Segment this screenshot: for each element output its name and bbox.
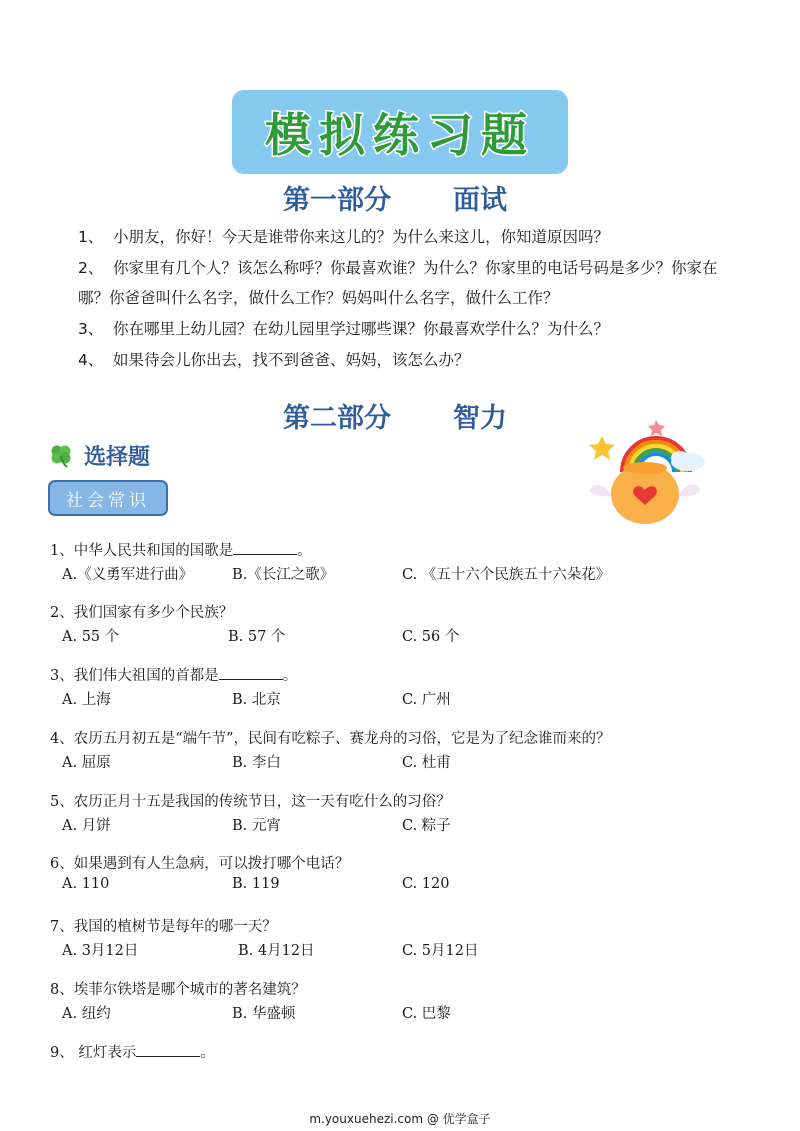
stem-text: 1、中华人民共和国的国歌是	[50, 543, 234, 559]
options	[50, 561, 611, 583]
question-number: 2、	[78, 259, 104, 277]
option-c[interactable]: C. 粽子	[402, 818, 451, 834]
stem-end: 。	[297, 543, 312, 559]
mc-question-7	[50, 917, 479, 959]
option-c[interactable]: C. 杜甫	[402, 755, 451, 771]
options	[50, 623, 460, 645]
question-stem: 4、农历五月初五是“端午节”，民间有吃粽子、赛龙舟的习俗，它是为了纪念谁而来的？	[50, 731, 611, 747]
question-text: 你在哪里上幼儿园？在幼儿园里学过哪些课？你最喜欢学什么？为什么？	[112, 320, 609, 338]
mc-question-8	[50, 980, 451, 1022]
footer-watermark: m.youxuehezi.com @ 优学盒子	[309, 1112, 491, 1126]
question-text: 如果待会儿你出去，找不到爸爸、妈妈，该怎么办？	[112, 351, 470, 369]
page-title: 模拟练习题	[265, 108, 535, 162]
rainbow-pot-illustration	[588, 418, 712, 528]
section-label	[48, 440, 150, 471]
stem-end: 。	[282, 668, 298, 684]
option-a[interactable]: A. 110	[62, 876, 110, 892]
mc-question-9	[50, 1043, 215, 1063]
option-b[interactable]: B. 北京	[232, 692, 281, 708]
option-b[interactable]: B. 元宵	[232, 818, 281, 834]
part1-heading-subtitle: 面试	[453, 185, 507, 216]
star-icon	[589, 436, 615, 460]
question-stem: 8、埃菲尔铁塔是哪个城市的著名建筑？	[50, 982, 306, 998]
star-icon	[648, 420, 665, 436]
option-a[interactable]: A.《义勇军进行曲》	[62, 567, 194, 583]
question-text-continued: 哪？你爸爸叫什么名字，做什么工作？妈妈叫什么名字，做什么工作？	[78, 289, 559, 307]
title-banner	[232, 90, 568, 174]
interview-question-1	[78, 222, 609, 252]
options	[50, 749, 611, 771]
option-b[interactable]: B. 华盛顿	[232, 1006, 296, 1022]
options	[50, 812, 451, 834]
category-tag: 社会常识	[48, 480, 168, 516]
question-number: 1、	[78, 228, 104, 246]
question-stem	[50, 541, 312, 561]
answer-blank[interactable]	[136, 1044, 200, 1057]
mc-question-5	[50, 792, 451, 834]
interview-question-3	[78, 314, 609, 344]
option-b[interactable]: B. 李白	[232, 755, 281, 771]
question-stem	[50, 666, 297, 686]
stem-text: 3、我们伟大祖国的首都是	[50, 668, 219, 684]
option-a[interactable]: A. 3月12日	[62, 943, 139, 959]
mc-question-4	[50, 729, 611, 771]
mc-question-1	[50, 541, 611, 583]
question-stem: 2、我们国家有多少个民族？	[50, 605, 234, 621]
options	[50, 1000, 451, 1022]
mc-question-2	[50, 603, 460, 645]
interview-question-2	[78, 253, 768, 313]
question-stem: 5、农历正月十五是我国的传统节日，这一天有吃什么的习俗？	[50, 794, 451, 810]
options	[50, 874, 450, 896]
option-c[interactable]: C. 120	[402, 876, 450, 892]
part2-heading-label: 第二部分	[283, 403, 391, 434]
option-a[interactable]: A. 上海	[62, 692, 111, 708]
option-c[interactable]: C. 广州	[402, 692, 451, 708]
question-stem: 7、我国的植树节是每年的哪一天？	[50, 919, 277, 935]
option-a[interactable]: A. 屈原	[62, 755, 111, 771]
question-number: 4、	[78, 351, 104, 369]
option-b[interactable]: B. 119	[232, 876, 280, 892]
option-a[interactable]: A. 月饼	[62, 818, 111, 834]
section-label-text: 选择题	[84, 445, 151, 470]
option-c[interactable]: C. 5月12日	[402, 943, 479, 959]
question-text: 你家里有几个人？该怎么称呼？你最喜欢谁？为什么？你家里的电话号码是多少？你家在	[112, 259, 718, 277]
interview-question-4	[78, 345, 469, 375]
stem-text: 9、 红灯表示	[50, 1045, 137, 1061]
part2-heading	[283, 396, 507, 435]
option-b[interactable]: B. 4月12日	[238, 943, 315, 959]
option-c[interactable]: C. 《五十六个民族五十六朵花》	[402, 567, 611, 583]
part1-heading-label: 第一部分	[283, 185, 391, 216]
option-c[interactable]: C. 56 个	[402, 629, 460, 645]
mc-question-3	[50, 666, 451, 708]
option-a[interactable]: A. 55 个	[62, 629, 120, 645]
question-stem	[50, 1043, 215, 1063]
option-a[interactable]: A. 纽约	[62, 1006, 111, 1022]
option-c[interactable]: C. 巴黎	[402, 1006, 451, 1022]
options	[50, 937, 479, 959]
clover-icon	[48, 443, 74, 469]
option-b[interactable]: B. 57 个	[228, 629, 286, 645]
option-b[interactable]: B.《长江之歌》	[232, 567, 335, 583]
question-text: 小朋友，你好！今天是谁带你来这儿的？为什么来这儿，你知道原因吗？	[112, 228, 609, 246]
options	[50, 686, 451, 708]
part1-heading	[283, 178, 507, 217]
stem-end: 。	[200, 1045, 215, 1061]
question-number: 3、	[78, 320, 104, 338]
mc-question-6	[50, 854, 450, 896]
answer-blank[interactable]	[233, 542, 297, 555]
answer-blank[interactable]	[219, 667, 283, 680]
question-stem: 6、如果遇到有人生急病，可以拨打哪个电话？	[50, 856, 350, 872]
part2-heading-subtitle: 智力	[453, 403, 507, 434]
